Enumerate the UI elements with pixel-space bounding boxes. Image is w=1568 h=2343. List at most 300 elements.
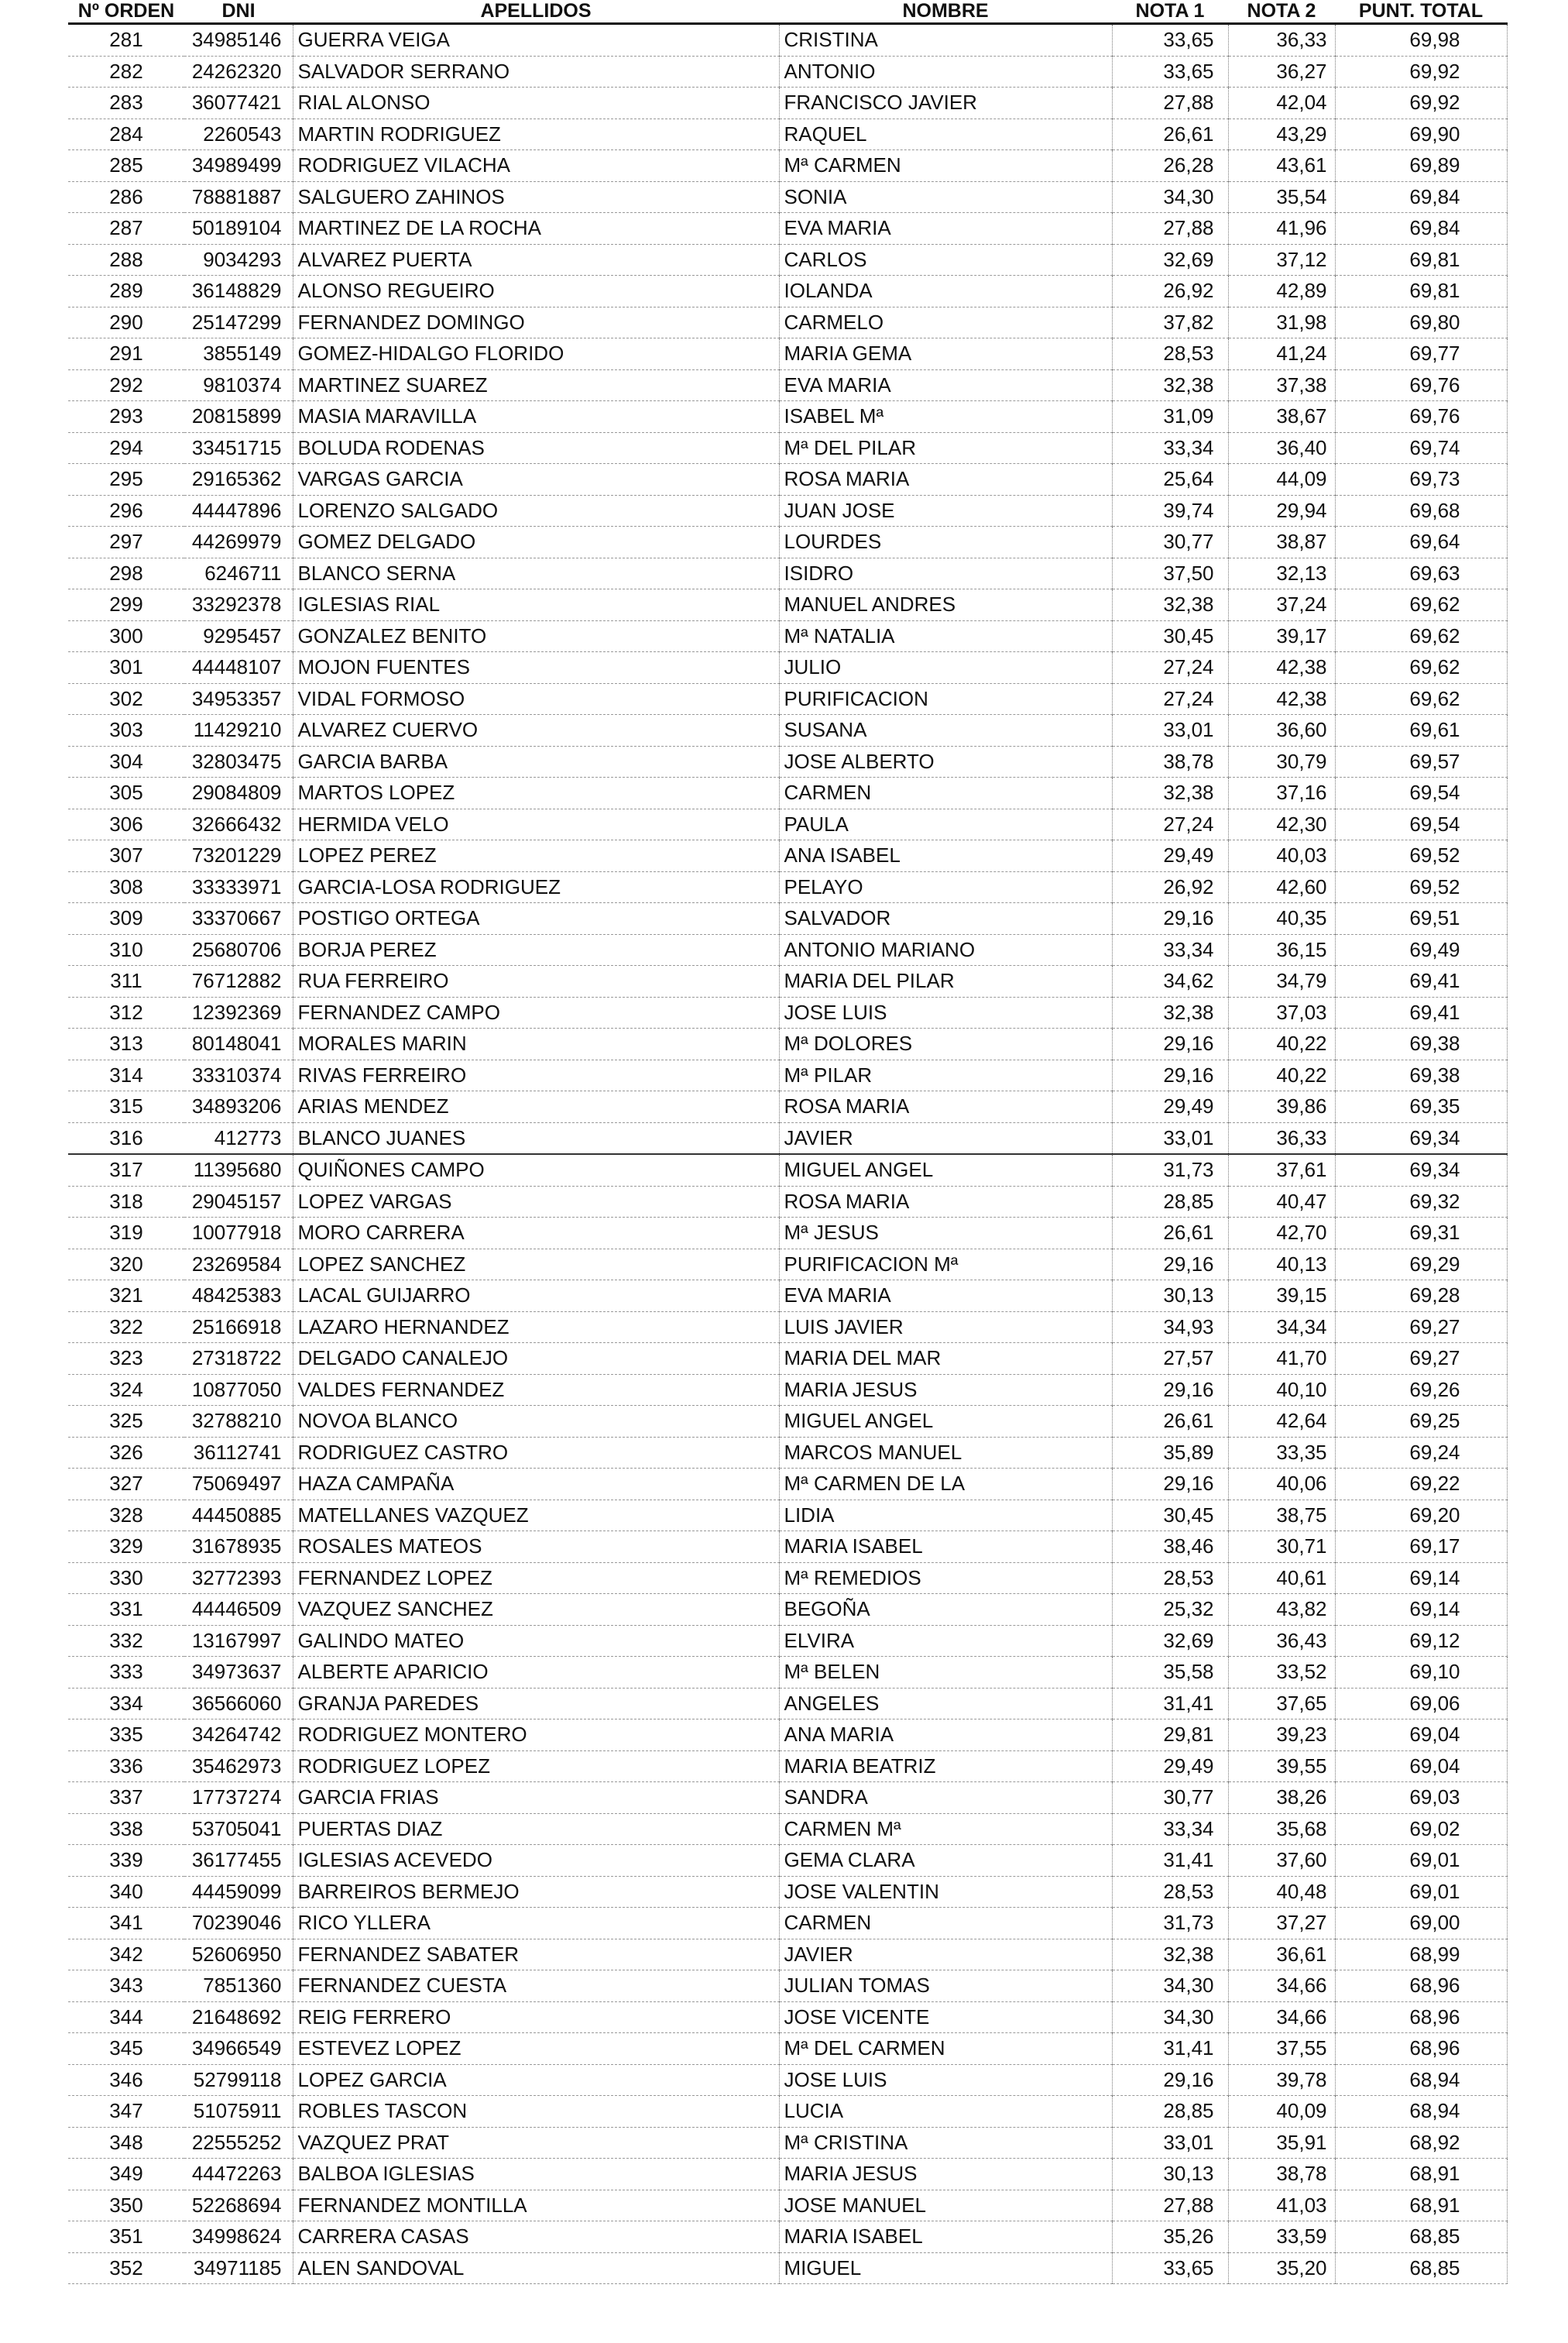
orden-cell: 305 <box>68 778 184 809</box>
nombre-cell: CARMEN <box>779 1908 1112 1939</box>
nota-1-cell: 26,28 <box>1112 150 1228 182</box>
punt-total-cell: 69,27 <box>1335 1311 1507 1343</box>
dni-cell: 52799118 <box>184 2064 293 2096</box>
table-row <box>68 1657 1507 1689</box>
nombre-cell: MANUEL ANDRES <box>779 589 1112 621</box>
table-row <box>68 1311 1507 1343</box>
table-row <box>68 1562 1507 1594</box>
dni-cell: 52606950 <box>184 1939 293 1970</box>
nota-1-cell: 29,16 <box>1112 1469 1228 1500</box>
dni-cell: 32803475 <box>184 746 293 778</box>
apellidos-cell: CARRERA CASAS <box>293 2221 779 2253</box>
apellidos-cell: VALDES FERNANDEZ <box>293 1374 779 1406</box>
nota-1-cell: 33,34 <box>1112 1813 1228 1845</box>
table-row <box>68 119 1507 150</box>
apellidos-cell: MATELLANES VAZQUEZ <box>293 1500 779 1531</box>
orden-cell: 347 <box>68 2096 184 2128</box>
punt-total-cell: 69,81 <box>1335 244 1507 276</box>
orden-cell: 297 <box>68 527 184 558</box>
header-nota-1: NOTA 1 <box>1112 0 1228 24</box>
table-row <box>68 1876 1507 1908</box>
nota-1-cell: 35,26 <box>1112 2221 1228 2253</box>
orden-cell: 291 <box>68 338 184 370</box>
table-row <box>68 871 1507 903</box>
orden-cell: 350 <box>68 2190 184 2221</box>
dni-cell: 21648692 <box>184 2001 293 2033</box>
table-row <box>68 432 1507 464</box>
punt-total-cell: 69,52 <box>1335 840 1507 872</box>
table-row <box>68 1343 1507 1375</box>
punt-total-cell: 69,62 <box>1335 652 1507 684</box>
nota-1-cell: 28,53 <box>1112 1562 1228 1594</box>
nota-1-cell: 26,92 <box>1112 871 1228 903</box>
nombre-cell: MIGUEL <box>779 2252 1112 2284</box>
punt-total-cell: 69,52 <box>1335 871 1507 903</box>
nota-2-cell: 43,61 <box>1228 150 1335 182</box>
table-row <box>68 464 1507 496</box>
nota-1-cell: 27,24 <box>1112 809 1228 840</box>
nota-1-cell: 27,57 <box>1112 1343 1228 1375</box>
nombre-cell: LUIS JAVIER <box>779 1311 1112 1343</box>
nota-2-cell: 42,30 <box>1228 809 1335 840</box>
punt-total-cell: 68,96 <box>1335 2033 1507 2065</box>
dni-cell: 29045157 <box>184 1186 293 1218</box>
nota-2-cell: 37,24 <box>1228 589 1335 621</box>
dni-cell: 34971185 <box>184 2252 293 2284</box>
orden-cell: 283 <box>68 88 184 119</box>
nota-2-cell: 37,27 <box>1228 1908 1335 1939</box>
nota-1-cell: 31,73 <box>1112 1154 1228 1186</box>
apellidos-cell: ALVAREZ PUERTA <box>293 244 779 276</box>
apellidos-cell: SALVADOR SERRANO <box>293 56 779 88</box>
punt-total-cell: 69,74 <box>1335 432 1507 464</box>
dni-cell: 70239046 <box>184 1908 293 1939</box>
nombre-cell: ISABEL Mª <box>779 401 1112 433</box>
apellidos-cell: RIVAS FERREIRO <box>293 1060 779 1091</box>
apellidos-cell: ALEN SANDOVAL <box>293 2252 779 2284</box>
apellidos-cell: RODRIGUEZ CASTRO <box>293 1437 779 1469</box>
nota-2-cell: 36,43 <box>1228 1625 1335 1657</box>
table-row <box>68 1091 1507 1123</box>
dni-cell: 10877050 <box>184 1374 293 1406</box>
nombre-cell: Mª CARMEN DE LA <box>779 1469 1112 1500</box>
nota-2-cell: 41,96 <box>1228 213 1335 245</box>
orden-cell: 282 <box>68 56 184 88</box>
punt-total-cell: 69,14 <box>1335 1594 1507 1626</box>
punt-total-cell: 69,29 <box>1335 1249 1507 1280</box>
nota-2-cell: 42,60 <box>1228 871 1335 903</box>
dni-cell: 33451715 <box>184 432 293 464</box>
dni-cell: 76712882 <box>184 966 293 998</box>
nombre-cell: RAQUEL <box>779 119 1112 150</box>
orden-cell: 285 <box>68 150 184 182</box>
nota-1-cell: 37,50 <box>1112 558 1228 589</box>
orden-cell: 338 <box>68 1813 184 1845</box>
orden-cell: 343 <box>68 1970 184 2002</box>
nota-1-cell: 28,85 <box>1112 1186 1228 1218</box>
dni-cell: 52268694 <box>184 2190 293 2221</box>
nombre-cell: ROSA MARIA <box>779 464 1112 496</box>
dni-cell: 34953357 <box>184 683 293 715</box>
orden-cell: 349 <box>68 2159 184 2190</box>
header-nombre: NOMBRE <box>779 0 1112 24</box>
nota-1-cell: 29,16 <box>1112 2064 1228 2096</box>
table-row <box>68 2001 1507 2033</box>
table-row <box>68 56 1507 88</box>
orden-cell: 339 <box>68 1845 184 1877</box>
table-row <box>68 1060 1507 1091</box>
punt-total-cell: 69,38 <box>1335 1029 1507 1060</box>
nota-1-cell: 31,09 <box>1112 401 1228 433</box>
nota-1-cell: 29,49 <box>1112 1091 1228 1123</box>
nota-1-cell: 34,93 <box>1112 1311 1228 1343</box>
nota-1-cell: 29,81 <box>1112 1719 1228 1751</box>
orden-cell: 308 <box>68 871 184 903</box>
nombre-cell: ANTONIO MARIANO <box>779 934 1112 966</box>
nota-2-cell: 43,82 <box>1228 1594 1335 1626</box>
nota-2-cell: 34,34 <box>1228 1311 1335 1343</box>
punt-total-cell: 69,90 <box>1335 119 1507 150</box>
nombre-cell: Mª BELEN <box>779 1657 1112 1689</box>
nota-2-cell: 37,03 <box>1228 997 1335 1029</box>
table-row <box>68 213 1507 245</box>
nota-2-cell: 36,40 <box>1228 432 1335 464</box>
nombre-cell: MARCOS MANUEL <box>779 1437 1112 1469</box>
table-row <box>68 1029 1507 1060</box>
punt-total-cell: 69,01 <box>1335 1845 1507 1877</box>
table-row <box>68 1469 1507 1500</box>
apellidos-cell: RICO YLLERA <box>293 1908 779 1939</box>
apellidos-cell: MARTINEZ SUAREZ <box>293 369 779 401</box>
apellidos-cell: BALBOA IGLESIAS <box>293 2159 779 2190</box>
orden-cell: 327 <box>68 1469 184 1500</box>
orden-cell: 289 <box>68 276 184 307</box>
apellidos-cell: VAZQUEZ SANCHEZ <box>293 1594 779 1626</box>
table-body <box>68 24 1507 2284</box>
apellidos-cell: RUA FERREIRO <box>293 966 779 998</box>
nombre-cell: EVA MARIA <box>779 1280 1112 1312</box>
table-row <box>68 1406 1507 1438</box>
table-row <box>68 2252 1507 2284</box>
nota-2-cell: 42,64 <box>1228 1406 1335 1438</box>
nota-1-cell: 28,53 <box>1112 1876 1228 1908</box>
nombre-cell: JOSE VICENTE <box>779 2001 1112 2033</box>
apellidos-cell: ESTEVEZ LOPEZ <box>293 2033 779 2065</box>
punt-total-cell: 69,17 <box>1335 1531 1507 1563</box>
nombre-cell: JOSE LUIS <box>779 997 1112 1029</box>
apellidos-cell: GONZALEZ BENITO <box>293 620 779 652</box>
apellidos-cell: HERMIDA VELO <box>293 809 779 840</box>
nota-1-cell: 29,16 <box>1112 1029 1228 1060</box>
dni-cell: 32788210 <box>184 1406 293 1438</box>
table-row <box>68 683 1507 715</box>
apellidos-cell: BLANCO SERNA <box>293 558 779 589</box>
nombre-cell: SANDRA <box>779 1782 1112 1814</box>
nota-2-cell: 40,09 <box>1228 2096 1335 2128</box>
table-row <box>68 2190 1507 2221</box>
nota-2-cell: 40,61 <box>1228 1562 1335 1594</box>
apellidos-cell: GARCIA BARBA <box>293 746 779 778</box>
apellidos-cell: VIDAL FORMOSO <box>293 683 779 715</box>
nombre-cell: JULIO <box>779 652 1112 684</box>
orden-cell: 328 <box>68 1500 184 1531</box>
nombre-cell: PAULA <box>779 809 1112 840</box>
nombre-cell: JOSE MANUEL <box>779 2190 1112 2221</box>
nombre-cell: SALVADOR <box>779 903 1112 935</box>
nota-1-cell: 27,24 <box>1112 683 1228 715</box>
nota-2-cell: 40,13 <box>1228 1249 1335 1280</box>
nota-1-cell: 31,41 <box>1112 1845 1228 1877</box>
table-row <box>68 997 1507 1029</box>
punt-total-cell: 69,27 <box>1335 1343 1507 1375</box>
apellidos-cell: IGLESIAS ACEVEDO <box>293 1845 779 1877</box>
apellidos-cell: PUERTAS DIAZ <box>293 1813 779 1845</box>
punt-total-cell: 69,26 <box>1335 1374 1507 1406</box>
table-row <box>68 527 1507 558</box>
nota-1-cell: 33,01 <box>1112 2127 1228 2159</box>
orden-cell: 319 <box>68 1218 184 1249</box>
dni-cell: 34985146 <box>184 24 293 57</box>
nombre-cell: JOSE LUIS <box>779 2064 1112 2096</box>
nombre-cell: CARMEN Mª <box>779 1813 1112 1845</box>
nombre-cell: MARIA BEATRIZ <box>779 1750 1112 1782</box>
nota-2-cell: 40,47 <box>1228 1186 1335 1218</box>
orden-cell: 336 <box>68 1750 184 1782</box>
orden-cell: 320 <box>68 1249 184 1280</box>
dni-cell: 32772393 <box>184 1562 293 1594</box>
nombre-cell: CARLOS <box>779 244 1112 276</box>
nota-2-cell: 38,78 <box>1228 2159 1335 2190</box>
dni-cell: 13167997 <box>184 1625 293 1657</box>
orden-cell: 292 <box>68 369 184 401</box>
nombre-cell: IOLANDA <box>779 276 1112 307</box>
table-row <box>68 2096 1507 2128</box>
nota-1-cell: 32,38 <box>1112 1939 1228 1970</box>
apellidos-cell: LOPEZ PEREZ <box>293 840 779 872</box>
punt-total-cell: 69,34 <box>1335 1122 1507 1154</box>
apellidos-cell: ALBERTE APARICIO <box>293 1657 779 1689</box>
apellidos-cell: GARCIA-LOSA RODRIGUEZ <box>293 871 779 903</box>
dni-cell: 24262320 <box>184 56 293 88</box>
dni-cell: 3855149 <box>184 338 293 370</box>
orden-cell: 294 <box>68 432 184 464</box>
nota-1-cell: 30,77 <box>1112 1782 1228 1814</box>
apellidos-cell: LACAL GUIJARRO <box>293 1280 779 1312</box>
orden-cell: 287 <box>68 213 184 245</box>
nota-1-cell: 33,65 <box>1112 56 1228 88</box>
nota-2-cell: 36,33 <box>1228 1122 1335 1154</box>
nota-1-cell: 38,46 <box>1112 1531 1228 1563</box>
nota-2-cell: 36,60 <box>1228 715 1335 747</box>
nota-2-cell: 40,22 <box>1228 1029 1335 1060</box>
table-row <box>68 652 1507 684</box>
nombre-cell: ELVIRA <box>779 1625 1112 1657</box>
dni-cell: 34998624 <box>184 2221 293 2253</box>
apellidos-cell: QUIÑONES CAMPO <box>293 1154 779 1186</box>
nombre-cell: MIGUEL ANGEL <box>779 1406 1112 1438</box>
punt-total-cell: 69,02 <box>1335 1813 1507 1845</box>
dni-cell: 2260543 <box>184 119 293 150</box>
punt-total-cell: 69,35 <box>1335 1091 1507 1123</box>
orden-cell: 295 <box>68 464 184 496</box>
nota-1-cell: 33,34 <box>1112 934 1228 966</box>
nota-1-cell: 32,38 <box>1112 369 1228 401</box>
table-row <box>68 1218 1507 1249</box>
nombre-cell: MARIA ISABEL <box>779 2221 1112 2253</box>
orden-cell: 352 <box>68 2252 184 2284</box>
nota-2-cell: 29,94 <box>1228 495 1335 527</box>
nombre-cell: JOSE ALBERTO <box>779 746 1112 778</box>
nombre-cell: GEMA CLARA <box>779 1845 1112 1877</box>
apellidos-cell: FERNANDEZ DOMINGO <box>293 307 779 338</box>
dni-cell: 36177455 <box>184 1845 293 1877</box>
nota-2-cell: 40,06 <box>1228 1469 1335 1500</box>
apellidos-cell: ALVAREZ CUERVO <box>293 715 779 747</box>
orden-cell: 309 <box>68 903 184 935</box>
punt-total-cell: 69,92 <box>1335 56 1507 88</box>
punt-total-cell: 69,41 <box>1335 997 1507 1029</box>
orden-cell: 307 <box>68 840 184 872</box>
nota-2-cell: 39,17 <box>1228 620 1335 652</box>
dni-cell: 44448107 <box>184 652 293 684</box>
nota-1-cell: 38,78 <box>1112 746 1228 778</box>
nota-2-cell: 35,91 <box>1228 2127 1335 2159</box>
punt-total-cell: 69,49 <box>1335 934 1507 966</box>
dni-cell: 9034293 <box>184 244 293 276</box>
nota-1-cell: 25,64 <box>1112 464 1228 496</box>
orden-cell: 288 <box>68 244 184 276</box>
table-row <box>68 1594 1507 1626</box>
nombre-cell: ANA MARIA <box>779 1719 1112 1751</box>
dni-cell: 78881887 <box>184 181 293 213</box>
dni-cell: 22555252 <box>184 2127 293 2159</box>
orden-cell: 318 <box>68 1186 184 1218</box>
dni-cell: 7851360 <box>184 1970 293 2002</box>
punt-total-cell: 69,77 <box>1335 338 1507 370</box>
nota-1-cell: 30,13 <box>1112 2159 1228 2190</box>
dni-cell: 25680706 <box>184 934 293 966</box>
nota-1-cell: 27,88 <box>1112 2190 1228 2221</box>
punt-total-cell: 69,38 <box>1335 1060 1507 1091</box>
apellidos-cell: GUERRA VEIGA <box>293 24 779 57</box>
nota-2-cell: 38,67 <box>1228 401 1335 433</box>
apellidos-cell: FERNANDEZ MONTILLA <box>293 2190 779 2221</box>
dni-cell: 6246711 <box>184 558 293 589</box>
table-row <box>68 2221 1507 2253</box>
punt-total-cell: 69,84 <box>1335 181 1507 213</box>
nota-1-cell: 34,30 <box>1112 181 1228 213</box>
apellidos-cell: GOMEZ DELGADO <box>293 527 779 558</box>
nombre-cell: CRISTINA <box>779 24 1112 57</box>
nota-2-cell: 41,24 <box>1228 338 1335 370</box>
table-row <box>68 1374 1507 1406</box>
dni-cell: 33333971 <box>184 871 293 903</box>
table-row <box>68 1186 1507 1218</box>
nombre-cell: ROSA MARIA <box>779 1091 1112 1123</box>
punt-total-cell: 69,62 <box>1335 620 1507 652</box>
table-row <box>68 2127 1507 2159</box>
dni-cell: 31678935 <box>184 1531 293 1563</box>
nota-2-cell: 42,38 <box>1228 652 1335 684</box>
nota-1-cell: 26,92 <box>1112 276 1228 307</box>
nota-2-cell: 30,71 <box>1228 1531 1335 1563</box>
nota-2-cell: 37,38 <box>1228 369 1335 401</box>
nombre-cell: Mª PILAR <box>779 1060 1112 1091</box>
dni-cell: 9295457 <box>184 620 293 652</box>
nota-2-cell: 34,66 <box>1228 2001 1335 2033</box>
header-orden: Nº ORDEN <box>68 0 184 24</box>
nombre-cell: PURIFICACION Mª <box>779 1249 1112 1280</box>
orden-cell: 301 <box>68 652 184 684</box>
nota-2-cell: 33,59 <box>1228 2221 1335 2253</box>
punt-total-cell: 68,96 <box>1335 2001 1507 2033</box>
punt-total-cell: 68,99 <box>1335 1939 1507 1970</box>
nombre-cell: ISIDRO <box>779 558 1112 589</box>
dni-cell: 50189104 <box>184 213 293 245</box>
orden-cell: 325 <box>68 1406 184 1438</box>
dni-cell: 44459099 <box>184 1876 293 1908</box>
nombre-cell: Mª DOLORES <box>779 1029 1112 1060</box>
dni-cell: 27318722 <box>184 1343 293 1375</box>
nota-2-cell: 38,75 <box>1228 1500 1335 1531</box>
nota-2-cell: 36,15 <box>1228 934 1335 966</box>
nota-1-cell: 26,61 <box>1112 1218 1228 1249</box>
orden-cell: 284 <box>68 119 184 150</box>
orden-cell: 315 <box>68 1091 184 1123</box>
punt-total-cell: 69,63 <box>1335 558 1507 589</box>
nota-2-cell: 42,38 <box>1228 683 1335 715</box>
nota-1-cell: 32,38 <box>1112 589 1228 621</box>
dni-cell: 34966549 <box>184 2033 293 2065</box>
nombre-cell: MARIA JESUS <box>779 1374 1112 1406</box>
orden-cell: 324 <box>68 1374 184 1406</box>
nota-2-cell: 39,78 <box>1228 2064 1335 2096</box>
apellidos-cell: MARTIN RODRIGUEZ <box>293 119 779 150</box>
dni-cell: 35462973 <box>184 1750 293 1782</box>
nota-2-cell: 35,54 <box>1228 181 1335 213</box>
punt-total-cell: 69,24 <box>1335 1437 1507 1469</box>
nota-2-cell: 37,65 <box>1228 1688 1335 1719</box>
nota-1-cell: 29,16 <box>1112 903 1228 935</box>
punt-total-cell: 69,89 <box>1335 150 1507 182</box>
nota-1-cell: 35,89 <box>1112 1437 1228 1469</box>
orden-cell: 306 <box>68 809 184 840</box>
apellidos-cell: RODRIGUEZ LOPEZ <box>293 1750 779 1782</box>
apellidos-cell: LOPEZ VARGAS <box>293 1186 779 1218</box>
nota-2-cell: 37,61 <box>1228 1154 1335 1186</box>
apellidos-cell: MARTOS LOPEZ <box>293 778 779 809</box>
dni-cell: 33292378 <box>184 589 293 621</box>
nota-1-cell: 31,41 <box>1112 2033 1228 2065</box>
nota-1-cell: 37,82 <box>1112 307 1228 338</box>
nota-2-cell: 35,68 <box>1228 1813 1335 1845</box>
nota-1-cell: 32,38 <box>1112 997 1228 1029</box>
table-row <box>68 1719 1507 1751</box>
orden-cell: 316 <box>68 1122 184 1154</box>
table-row <box>68 1688 1507 1719</box>
table-row <box>68 401 1507 433</box>
nota-1-cell: 39,74 <box>1112 495 1228 527</box>
nota-1-cell: 29,49 <box>1112 840 1228 872</box>
dni-cell: 17737274 <box>184 1782 293 1814</box>
dni-cell: 34973637 <box>184 1657 293 1689</box>
nombre-cell: MIGUEL ANGEL <box>779 1154 1112 1186</box>
nombre-cell: LUCIA <box>779 2096 1112 2128</box>
nota-2-cell: 36,33 <box>1228 24 1335 57</box>
punt-total-cell: 69,04 <box>1335 1719 1507 1751</box>
nota-1-cell: 27,88 <box>1112 88 1228 119</box>
nombre-cell: ANA ISABEL <box>779 840 1112 872</box>
